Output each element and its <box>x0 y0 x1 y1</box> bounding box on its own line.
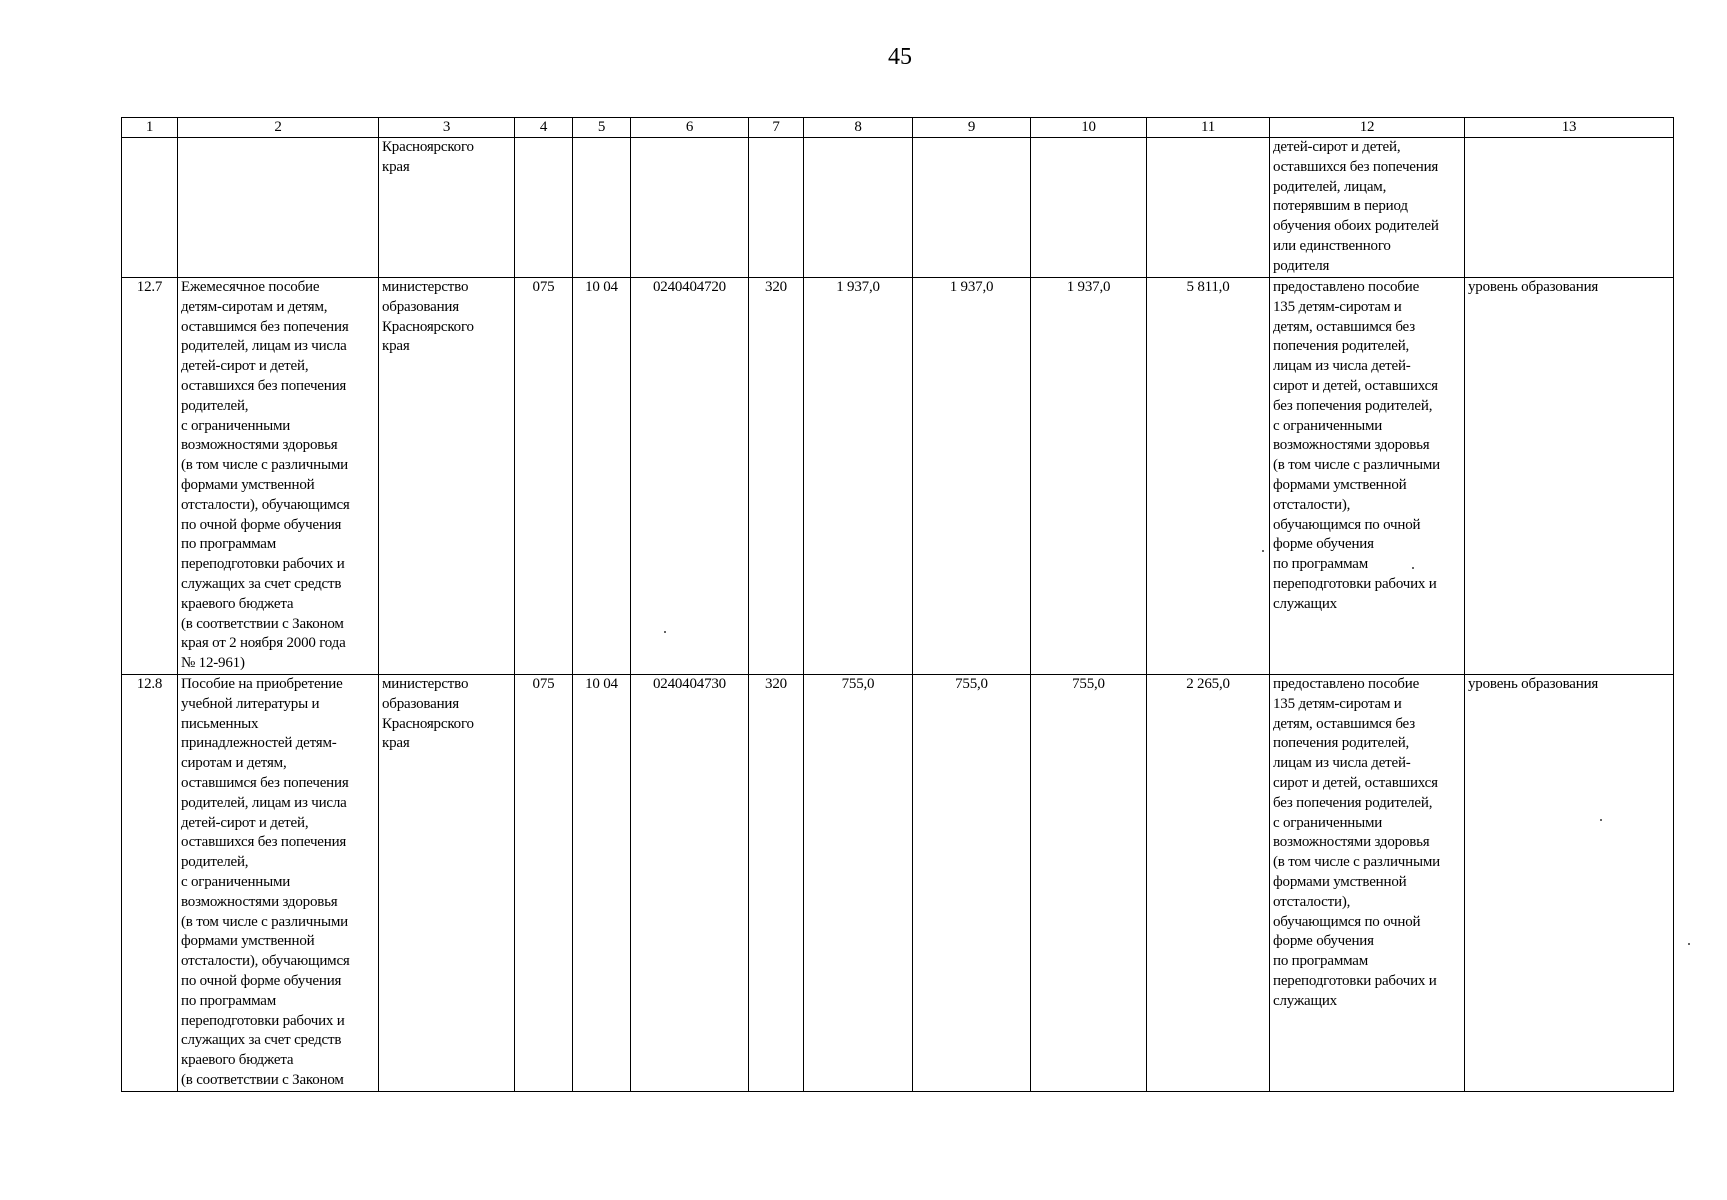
column-header: 4 <box>515 118 573 138</box>
column-header: 2 <box>178 118 379 138</box>
amount-year-3: 1 937,0 <box>1031 278 1147 675</box>
scan-speck <box>1412 567 1414 569</box>
measure-name: Ежемесячное пособие детям-сиротам и детям, оставшимся без попечения родителей, лицам из числа детей-сирот и детей, оставшихся без попечения родителей, с ограниченными возможностями здоровья (в том числе с различными формами умственной отсталости), обучающимся по очной форме обучения по программам переподготовки рабочих и служащих за счет средств краевого бюджета (в соответствии с Законом края от 2 ноября 2000 года № 12-961) <box>178 278 379 675</box>
indicator: уровень образования <box>1465 278 1674 675</box>
executor-continuation: Красноярского края <box>379 138 515 278</box>
row-number: 12.8 <box>122 675 178 1092</box>
expected-result: предоставлено пособие 135 детям-сиротам и детям, оставшимся без попечения родителей, лицам из числа детей- сирот и детей, оставшихся без попечения родителей, с ограниченными возможностями здоровья (в том числе с различными формами умственной отсталости), обучающимся по очной форме обучения по программам переподготовки рабочих и служащих <box>1270 278 1465 675</box>
scan-speck <box>1600 819 1602 821</box>
amount-total: 5 811,0 <box>1147 278 1270 675</box>
rzpr-code: 10 04 <box>573 278 631 675</box>
page-number: 45 <box>888 44 912 70</box>
expected-result: предоставлено пособие 135 детям-сиротам и детям, оставшимся без попечения родителей, лицам из числа детей- сирот и детей, оставшихся без попечения родителей, с ограниченными возможностями здоровья (в том числе с различными формами умственной отсталости), обучающимся по очной форме обучения по программам переподготовки рабочих и служащих <box>1270 675 1465 1092</box>
column-header: 5 <box>573 118 631 138</box>
grbs-code: 075 <box>515 278 573 675</box>
csr-code: 0240404730 <box>631 675 749 1092</box>
amount-year-2: 1 937,0 <box>913 278 1031 675</box>
continuation-row <box>122 138 1674 278</box>
scan-speck <box>664 631 666 633</box>
column-header: 13 <box>1465 118 1674 138</box>
vr-code: 320 <box>749 675 804 1092</box>
indicator: уровень образования <box>1465 675 1674 1092</box>
amount-total: 2 265,0 <box>1147 675 1270 1092</box>
rzpr-code: 10 04 <box>573 675 631 1092</box>
column-header: 10 <box>1031 118 1147 138</box>
grbs-code: 075 <box>515 675 573 1092</box>
column-number-row <box>122 118 1674 138</box>
scan-speck <box>1688 943 1690 945</box>
executor: министерство образования Красноярского края <box>379 278 515 675</box>
amount-year-1: 1 937,0 <box>804 278 913 675</box>
row-number: 12.7 <box>122 278 178 675</box>
column-header: 7 <box>749 118 804 138</box>
amount-year-3: 755,0 <box>1031 675 1147 1092</box>
column-header: 3 <box>379 118 515 138</box>
executor: министерство образования Красноярского края <box>379 675 515 1092</box>
csr-code: 0240404720 <box>631 278 749 675</box>
table-row <box>122 675 1674 1092</box>
column-header: 12 <box>1270 118 1465 138</box>
amount-year-2: 755,0 <box>913 675 1031 1092</box>
column-header: 9 <box>913 118 1031 138</box>
amount-year-1: 755,0 <box>804 675 913 1092</box>
budget-table <box>121 117 1674 1092</box>
column-header: 6 <box>631 118 749 138</box>
column-header: 11 <box>1147 118 1270 138</box>
measure-name: Пособие на приобретение учебной литературы и письменных принадлежностей детям- сиротам и детям, оставшимся без попечения родителей, лицам из числа детей-сирот и детей, оставшихся без попечения родителей, с ограниченными возможностями здоровья (в том числе с различными формами умственной отсталости), обучающимся по очной форме обучения по программам переподготовки рабочих и служащих за счет средств краевого бюджета (в соответствии с Законом <box>178 675 379 1092</box>
column-header: 1 <box>122 118 178 138</box>
scan-speck <box>1262 550 1264 552</box>
table-row <box>122 278 1674 675</box>
column-header: 8 <box>804 118 913 138</box>
result-continuation: детей-сирот и детей, оставшихся без попечения родителей, лицам, потерявшим в период обучения обоих родителей или единственного родителя <box>1270 138 1465 278</box>
vr-code: 320 <box>749 278 804 675</box>
